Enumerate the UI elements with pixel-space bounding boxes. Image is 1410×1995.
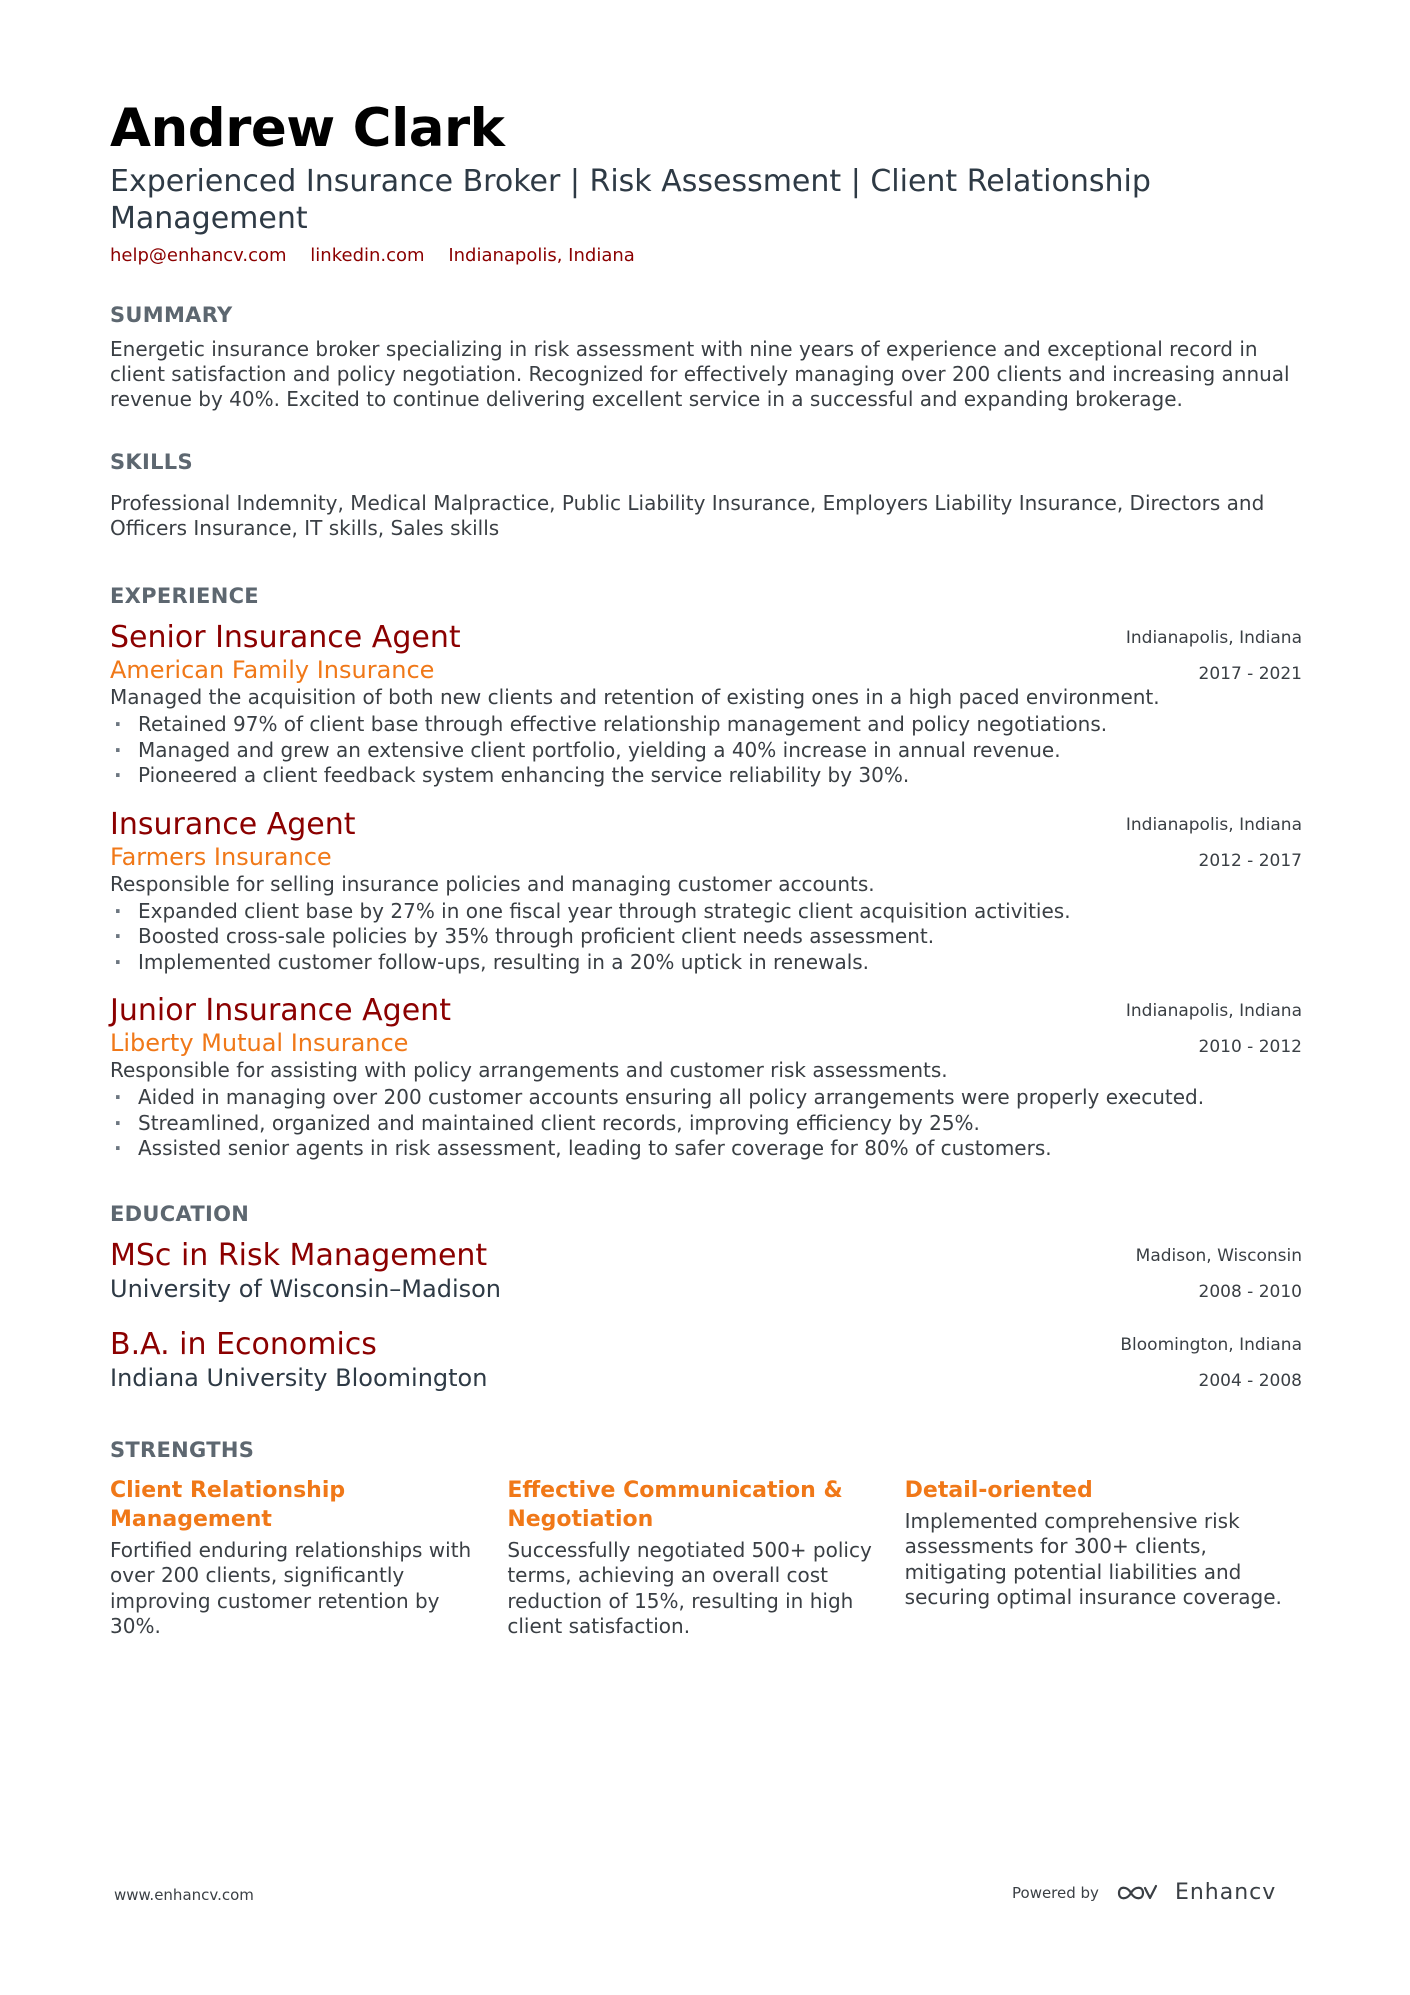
job-entry [110,807,1302,976]
job-title: Junior Insurance Agent [110,993,451,1028]
company-name: Farmers Insurance [110,842,332,871]
strength-description: Fortified enduring relationships with over 200 clients, significantly improving customer retention by 30%. [110,1537,472,1638]
candidate-name: Andrew Clark [110,98,505,159]
education-meta [1120,1327,1302,1399]
job-meta [1126,807,1302,879]
bullet-item: · Pioneered a client feedback system enhancing the service reliability by 30%. [110,763,1302,789]
school-name: Indiana University Bloomington [110,1363,488,1392]
section-title-skills: SKILLS [110,450,193,474]
bullet-item: · Assisted senior agents in risk assessment, leading to safer coverage for 80% of customers. [110,1136,1302,1162]
job-description: Responsible for assisting with policy arrangements and customer risk assessments. [110,1058,948,1082]
footer-branding [1012,1880,1276,1905]
strength-item [507,1476,904,1640]
bullet-item: · Implemented customer follow-ups, resulting in a 20% uptick in renewals. [110,950,1302,976]
degree: B.A. in Economics [110,1326,377,1362]
job-meta [1126,993,1302,1065]
strength-description: Successfully negotiated 500+ policy terms, achieving an overall cost reduction of 15%, resulting in high client satisfaction. [507,1537,872,1638]
education-dates: 2008 - 2010 [1198,1281,1302,1302]
job-dates: 2017 - 2021 [1198,664,1302,684]
email-link[interactable]: help@enhancv.com [110,245,287,266]
education-dates: 2004 - 2008 [1198,1370,1302,1391]
strength-title: Detail-oriented [904,1477,1093,1503]
job-description: Managed the acquisition of both new clients and retention of existing ones in a high paced environment. [110,685,1160,709]
strengths-grid [110,1476,1302,1640]
section-title-education: EDUCATION [110,1201,250,1226]
footer-website[interactable]: www.enhancv.com [114,1886,254,1904]
bullet-item: · Retained 97% of client base through effective relationship management and policy negotiations. [110,712,1302,738]
bullet-item: · Expanded client base by 27% in one fiscal year through strategic client acquisition activities. [110,899,1302,925]
job-location: Indianapolis, Indiana [1125,628,1302,648]
job-title: Senior Insurance Agent [110,620,461,655]
education-section [110,1202,1302,1393]
education-location: Bloomington, Indiana [1120,1334,1302,1355]
job-location: Indianapolis, Indiana [1125,1001,1302,1021]
job-title: Insurance Agent [110,806,356,842]
powered-by-text: Powered by [1012,1883,1099,1902]
strengths-section [110,1438,1302,1640]
enhancv-logo-icon [1115,1882,1159,1904]
summary-text: Energetic insurance broker specializing in risk assessment with nine years of experience and exceptional record in client satisfaction and policy negotiation. Recognized for effectively managing over 200 clients and increasing annual revenue by 40%. Excited to continue delivering excellent service in a successful and expanding brokerage. [110,337,1290,411]
education-location: Madison, Wisconsin [1135,1245,1302,1266]
job-bullets [110,899,1302,976]
education-entry [110,1327,1302,1393]
bullet-item: · Boosted cross-sale policies by 35% through proficient client needs assessment. [110,924,1302,950]
company-name: Liberty Mutual Insurance [110,1029,409,1057]
degree: MSc in Risk Management [110,1237,488,1273]
experience-section [110,584,1302,1162]
strength-title: Effective Communication & Negotiation [507,1477,843,1532]
company-name: American Family Insurance [110,656,435,684]
job-bullets [110,1085,1302,1162]
bullet-item: · Streamlined, organized and maintained client records, improving efficiency by 25%. [110,1111,1302,1137]
section-title-summary: SUMMARY [110,303,233,327]
school-name: University of Wisconsin–Madison [110,1274,502,1303]
job-entry [110,620,1302,789]
summary-section [110,303,1302,412]
job-dates: 2010 - 2012 [1198,1037,1302,1057]
strength-description: Implemented comprehensive risk assessments for 300+ clients, mitigating potential liabilities and securing optimal insurance coverage. [904,1508,1282,1609]
bullet-item: · Managed and grew an extensive client portfolio, yielding a 40% increase in annual revenue. [110,738,1302,764]
bullet-item: · Aided in managing over 200 customer accounts ensuring all policy arrangements were properly executed. [110,1085,1302,1111]
section-title-experience: EXPERIENCE [110,584,259,608]
brand-name: Enhancv [1174,1880,1277,1905]
headline: Experienced Insurance Broker | Risk Assessment | Client Relationship Management [110,164,1151,236]
location-text: Indianapolis, Indiana [448,245,635,266]
education-meta [1136,1238,1302,1310]
job-location: Indianapolis, Indiana [1125,814,1302,835]
strength-item [905,1476,1302,1640]
linkedin-link[interactable]: linkedin.com [310,245,425,266]
job-meta [1126,620,1302,692]
strength-title: Client Relationship Management [110,1477,346,1532]
skills-section [110,450,1302,541]
job-bullets [110,712,1302,789]
job-entry [110,993,1302,1162]
skills-text: Professional Indemnity, Medical Malpractice, Public Liability Insurance, Employers Liability Insurance, Directors and Officers Insurance, IT skills, Sales skills [110,491,1265,540]
job-dates: 2012 - 2017 [1198,850,1302,871]
resume-page [110,95,1302,1640]
education-entry [110,1238,1302,1304]
section-title-strengths: STRENGTHS [110,1437,255,1462]
job-description: Responsible for selling insurance policies and managing customer accounts. [110,871,875,896]
contact-info [110,245,1302,266]
strength-item [110,1476,507,1640]
